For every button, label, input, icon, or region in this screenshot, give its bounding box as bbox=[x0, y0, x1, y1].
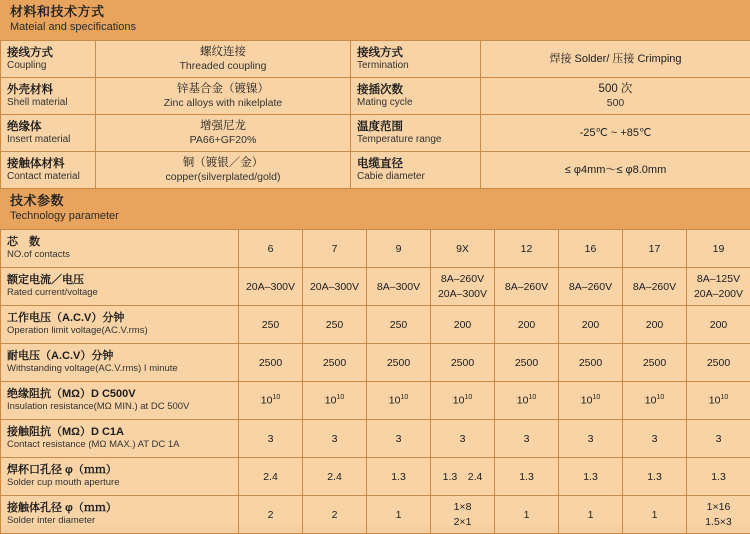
row-label bbox=[1, 458, 239, 496]
column-header: 12 bbox=[495, 230, 559, 268]
table-row bbox=[1, 420, 750, 458]
materials-table bbox=[0, 40, 750, 189]
contacts-count-label bbox=[1, 230, 239, 268]
termination-label-en: Termination bbox=[357, 60, 474, 73]
insert-material-label-cn: 绝缘体 bbox=[7, 120, 89, 134]
technology-table bbox=[0, 229, 750, 534]
insert-material-value-cn: 增强尼龙 bbox=[102, 119, 344, 134]
table-cell: 2 bbox=[303, 496, 367, 534]
table-cell: 20A–300V bbox=[303, 268, 367, 306]
materials-title-en: Mateial and specifications bbox=[10, 21, 740, 35]
coupling-label-cn: 接线方式 bbox=[7, 46, 89, 60]
insert-material-label bbox=[1, 115, 96, 152]
column-header: 19 bbox=[687, 230, 750, 268]
table-cell: 200 bbox=[623, 306, 687, 344]
table-cell: 3 bbox=[623, 420, 687, 458]
row-label bbox=[1, 268, 239, 306]
table-cell: 8A–125V 20A–200V bbox=[687, 268, 750, 306]
coupling-value bbox=[96, 41, 351, 78]
table-cell: 3 bbox=[367, 420, 431, 458]
table-cell: 1 bbox=[495, 496, 559, 534]
table-cell: 2 bbox=[239, 496, 303, 534]
temperature-range-label-cn: 温度范围 bbox=[357, 120, 474, 134]
temperature-range-label-en: Temperature range bbox=[357, 134, 474, 147]
table-cell: 2500 bbox=[239, 344, 303, 382]
table-row bbox=[1, 41, 750, 78]
row-label-cn: 工作电压（A.C.V）分钟 bbox=[7, 311, 234, 325]
table-cell: 3 bbox=[303, 420, 367, 458]
table-row bbox=[1, 152, 750, 189]
cable-diameter-value-text: ≤ φ4mm～≤ φ8.0mm bbox=[487, 163, 744, 177]
table-cell: 3 bbox=[687, 420, 750, 458]
cable-diameter-label-en: Cabie diameter bbox=[357, 171, 474, 184]
shell-material-label-cn: 外壳材料 bbox=[7, 83, 89, 97]
table-row bbox=[1, 78, 750, 115]
row-label bbox=[1, 306, 239, 344]
table-cell: 250 bbox=[303, 306, 367, 344]
cable-diameter-label-cn: 电缆直径 bbox=[357, 157, 474, 171]
table-cell: 2500 bbox=[559, 344, 623, 382]
table-cell: 2500 bbox=[303, 344, 367, 382]
column-header: 17 bbox=[623, 230, 687, 268]
table-cell: 20A–300V bbox=[239, 268, 303, 306]
mating-cycle-value bbox=[481, 78, 750, 115]
mating-cycle-label bbox=[351, 78, 481, 115]
table-cell: $10^{10}$ bbox=[431, 382, 495, 420]
table-cell: 1.3 bbox=[495, 458, 559, 496]
table-cell: 8A–260V bbox=[495, 268, 559, 306]
termination-value-text: 焊接 Solder/ 压接 Crimping bbox=[487, 52, 744, 66]
table-cell: 1.3 bbox=[367, 458, 431, 496]
shell-material-value-en: Zinc alloys with nikelplate bbox=[102, 97, 344, 111]
row-label-en: Withstanding voltage(AC.V.rms) I minute bbox=[7, 363, 234, 375]
table-cell: 1×16 1.5×3 bbox=[687, 496, 750, 534]
contact-material-value-cn: 铜（镀银／金） bbox=[102, 156, 344, 171]
table-cell: 3 bbox=[559, 420, 623, 458]
table-cell: 3 bbox=[239, 420, 303, 458]
table-cell: 200 bbox=[559, 306, 623, 344]
contact-material-value-en: copper(silverplated/gold) bbox=[102, 171, 344, 185]
mating-cycle-value-cn: 500 次 bbox=[487, 82, 744, 97]
row-label-cn: 耐电压（A.C.V）分钟 bbox=[7, 349, 234, 363]
cable-diameter-label bbox=[351, 152, 481, 189]
contact-material-value bbox=[96, 152, 351, 189]
row-label-en: Solder cup mouth aperture bbox=[7, 477, 234, 489]
contact-material-label-en: Contact material bbox=[7, 171, 89, 184]
table-row bbox=[1, 268, 750, 306]
table-cell: 8A–260V bbox=[559, 268, 623, 306]
temperature-range-label bbox=[351, 115, 481, 152]
row-label-en: Solder inter diameter bbox=[7, 515, 234, 527]
contacts-count-label-cn: 芯 数 bbox=[7, 235, 234, 249]
mating-cycle-label-cn: 接插次数 bbox=[357, 83, 474, 97]
table-cell: 2500 bbox=[495, 344, 559, 382]
column-header: 7 bbox=[303, 230, 367, 268]
row-label-en: Insulation resistance(MΩ MIN.) at DC 500V bbox=[7, 401, 234, 413]
row-label-en: Contact resistance (MΩ MAX.) AT DC 1A bbox=[7, 439, 234, 451]
table-cell: 3 bbox=[431, 420, 495, 458]
table-row bbox=[1, 496, 750, 534]
shell-material-value bbox=[96, 78, 351, 115]
table-cell: 1 bbox=[367, 496, 431, 534]
coupling-value-en: Threaded coupling bbox=[102, 60, 344, 74]
table-cell: $10^{10}$ bbox=[559, 382, 623, 420]
table-cell: 1 bbox=[559, 496, 623, 534]
row-label-en: Rated current/voltage bbox=[7, 287, 234, 299]
table-cell: 200 bbox=[687, 306, 750, 344]
table-cell: 2500 bbox=[623, 344, 687, 382]
table-cell: $10^{10}$ bbox=[303, 382, 367, 420]
materials-section-header bbox=[0, 0, 750, 40]
table-cell: 2500 bbox=[367, 344, 431, 382]
contact-material-label bbox=[1, 152, 96, 189]
table-cell: 1 bbox=[623, 496, 687, 534]
table-cell: 2500 bbox=[431, 344, 495, 382]
technology-section-header bbox=[0, 189, 750, 229]
column-header: 9 bbox=[367, 230, 431, 268]
table-cell: 8A–260V bbox=[623, 268, 687, 306]
table-cell: $10^{10}$ bbox=[623, 382, 687, 420]
shell-material-label bbox=[1, 78, 96, 115]
table-row bbox=[1, 115, 750, 152]
coupling-label-en: Coupling bbox=[7, 60, 89, 73]
row-label-cn: 焊杯口孔径 φ（ｍｍ） bbox=[7, 463, 234, 477]
table-cell: 250 bbox=[367, 306, 431, 344]
table-row bbox=[1, 306, 750, 344]
row-label-cn: 额定电流／电压 bbox=[7, 273, 234, 287]
row-label bbox=[1, 420, 239, 458]
table-row bbox=[1, 382, 750, 420]
column-header: 16 bbox=[559, 230, 623, 268]
row-label-en: Operation limit voltage(AC.V.rms) bbox=[7, 325, 234, 337]
table-cell: 1.3 bbox=[559, 458, 623, 496]
table-cell: 250 bbox=[239, 306, 303, 344]
table-cell: 200 bbox=[495, 306, 559, 344]
table-cell: 8A–260V 20A–300V bbox=[431, 268, 495, 306]
table-cell: 1.3 2.4 bbox=[431, 458, 495, 496]
table-row bbox=[1, 344, 750, 382]
table-cell: 1.3 bbox=[687, 458, 750, 496]
column-header: 6 bbox=[239, 230, 303, 268]
row-label bbox=[1, 382, 239, 420]
table-cell: $10^{10}$ bbox=[687, 382, 750, 420]
termination-value bbox=[481, 41, 750, 78]
contacts-count-label-en: NO.of contacts bbox=[7, 249, 234, 261]
row-label-cn: 接触阻抗（MΩ）D C1A bbox=[7, 425, 234, 439]
cable-diameter-value bbox=[481, 152, 750, 189]
row-label-cn: 绝缘阻抗（MΩ）D C500V bbox=[7, 387, 234, 401]
table-cell: 2.4 bbox=[239, 458, 303, 496]
coupling-label bbox=[1, 41, 96, 78]
termination-label bbox=[351, 41, 481, 78]
table-row bbox=[1, 458, 750, 496]
materials-title-cn: 材料和技术方式 bbox=[10, 4, 740, 20]
table-cell: 2.4 bbox=[303, 458, 367, 496]
shell-material-label-en: Shell material bbox=[7, 97, 89, 110]
table-cell: 1.3 bbox=[623, 458, 687, 496]
table-cell: 2500 bbox=[687, 344, 750, 382]
table-header-row bbox=[1, 230, 750, 268]
shell-material-value-cn: 锌基合金（镀镍） bbox=[102, 82, 344, 97]
row-label bbox=[1, 496, 239, 534]
mating-cycle-label-en: Mating cycle bbox=[357, 97, 474, 110]
temperature-range-value-text: -25℃ ~ +85℃ bbox=[487, 126, 744, 140]
contact-material-label-cn: 接触体材料 bbox=[7, 157, 89, 171]
insert-material-value-en: PA66+GF20% bbox=[102, 134, 344, 148]
mating-cycle-value-en: 500 bbox=[487, 97, 744, 111]
coupling-value-cn: 螺纹连接 bbox=[102, 45, 344, 60]
technology-title-cn: 技术参数 bbox=[10, 193, 740, 209]
table-cell: 200 bbox=[431, 306, 495, 344]
row-label-cn: 接触体孔径 φ（ｍｍ） bbox=[7, 501, 234, 515]
temperature-range-value bbox=[481, 115, 750, 152]
column-header: 9X bbox=[431, 230, 495, 268]
table-cell: 1×8 2×1 bbox=[431, 496, 495, 534]
technology-title-en: Technology parameter bbox=[10, 210, 740, 224]
table-cell: $10^{10}$ bbox=[495, 382, 559, 420]
table-cell: 8A–300V bbox=[367, 268, 431, 306]
insert-material-label-en: Insert material bbox=[7, 134, 89, 147]
table-cell: $10^{10}$ bbox=[239, 382, 303, 420]
termination-label-cn: 接线方式 bbox=[357, 46, 474, 60]
insert-material-value bbox=[96, 115, 351, 152]
row-label bbox=[1, 344, 239, 382]
table-cell: 3 bbox=[495, 420, 559, 458]
table-cell: $10^{10}$ bbox=[367, 382, 431, 420]
